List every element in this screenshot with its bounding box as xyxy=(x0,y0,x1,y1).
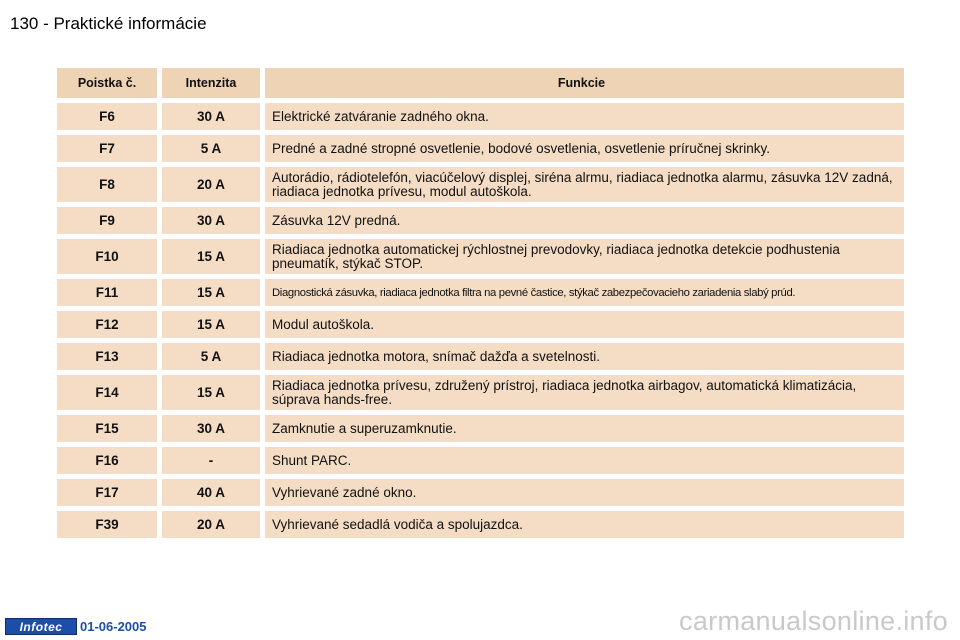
table-header-row xyxy=(57,68,904,98)
table-row xyxy=(57,447,904,474)
table-row xyxy=(57,135,904,162)
fuse-function: Riadiaca jednotka motora, snímač dažďa a svetelnosti. xyxy=(265,343,904,370)
fuse-number: F39 xyxy=(57,511,157,538)
fuse-number: F17 xyxy=(57,479,157,506)
fuse-amperage: 30 A xyxy=(162,415,260,442)
fuse-function: Modul autoškola. xyxy=(265,311,904,338)
table-row xyxy=(57,311,904,338)
fuse-function: Predné a zadné stropné osvetlenie, bodové osvetlenia, osvetlenie príručnej skrinky. xyxy=(265,135,904,162)
fuse-amperage: 15 A xyxy=(162,311,260,338)
fuse-amperage: 20 A xyxy=(162,167,260,202)
watermark: carmanualsonline.info xyxy=(679,606,948,636)
fuse-table xyxy=(57,68,904,543)
fuse-amperage: 5 A xyxy=(162,135,260,162)
fuse-function: Shunt PARC. xyxy=(265,447,904,474)
infotec-logo: Infotec xyxy=(5,618,77,635)
fuse-function: Autorádio, rádiotelefón, viacúčelový displej, siréna alrmu, riadiaca jednotka alarmu, zásuvka 12V zadná, riadiaca jednotka prívesu, modul autoškola. xyxy=(265,167,904,202)
fuse-function: Riadiaca jednotka automatickej rýchlostnej prevodovky, riadiaca jednotka detekcie podhustenia pneumatík, stýkač STOP. xyxy=(265,239,904,274)
fuse-amperage: 5 A xyxy=(162,343,260,370)
fuse-amperage: 30 A xyxy=(162,103,260,130)
fuse-number: F14 xyxy=(57,375,157,410)
fuse-function: Diagnostická zásuvka, riadiaca jednotka filtra na pevné častice, stýkač zabezpečovacieho zariadenia slabý prúd. xyxy=(265,279,904,306)
fuse-number: F9 xyxy=(57,207,157,234)
fuse-number: F13 xyxy=(57,343,157,370)
fuse-amperage: 15 A xyxy=(162,375,260,410)
table-row xyxy=(57,207,904,234)
table-row xyxy=(57,167,904,202)
fuse-number: F10 xyxy=(57,239,157,274)
fuse-amperage: 15 A xyxy=(162,279,260,306)
fuse-function: Zamknutie a superuzamknutie. xyxy=(265,415,904,442)
footer-date: 01-06-2005 xyxy=(80,619,147,634)
fuse-function: Zásuvka 12V predná. xyxy=(265,207,904,234)
table-row xyxy=(57,343,904,370)
fuse-amperage: 30 A xyxy=(162,207,260,234)
fuse-function: Vyhrievané zadné okno. xyxy=(265,479,904,506)
table-row xyxy=(57,375,904,410)
fuse-function: Vyhrievané sedadlá vodiča a spolujazdca. xyxy=(265,511,904,538)
table-row xyxy=(57,511,904,538)
fuse-number: F11 xyxy=(57,279,157,306)
fuse-function: Elektrické zatváranie zadného okna. xyxy=(265,103,904,130)
fuse-function: Riadiaca jednotka prívesu, združený prístroj, riadiaca jednotka airbagov, automatická klimatizácia, súprava hands-free. xyxy=(265,375,904,410)
fuse-amperage: - xyxy=(162,447,260,474)
fuse-number: F15 xyxy=(57,415,157,442)
fuse-amperage: 15 A xyxy=(162,239,260,274)
table-row xyxy=(57,479,904,506)
header-amperage: Intenzita xyxy=(162,68,260,98)
fuse-number: F8 xyxy=(57,167,157,202)
page-title: 130 - Praktické informácie xyxy=(10,14,207,33)
table-row xyxy=(57,239,904,274)
table-row xyxy=(57,103,904,130)
header-function: Funkcie xyxy=(265,68,904,98)
fuse-number: F12 xyxy=(57,311,157,338)
table-row xyxy=(57,415,904,442)
fuse-amperage: 20 A xyxy=(162,511,260,538)
fuse-amperage: 40 A xyxy=(162,479,260,506)
table-row xyxy=(57,279,904,306)
fuse-number: F16 xyxy=(57,447,157,474)
header-fuse: Poistka č. xyxy=(57,68,157,98)
fuse-number: F7 xyxy=(57,135,157,162)
fuse-number: F6 xyxy=(57,103,157,130)
